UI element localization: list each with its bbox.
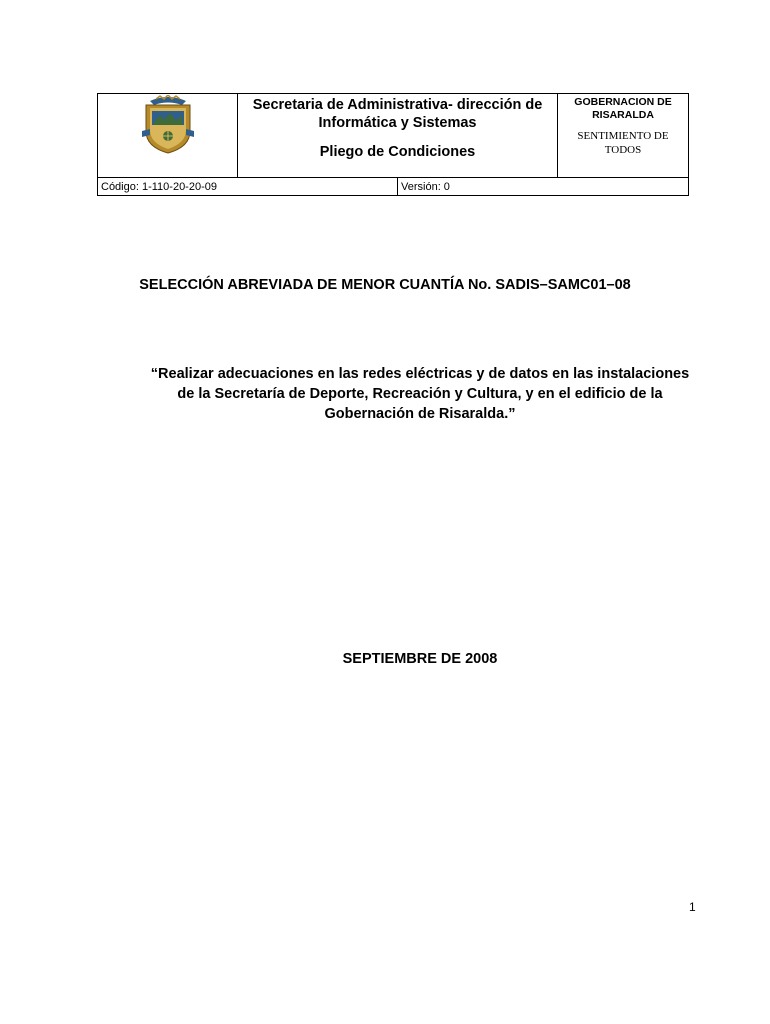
document-date: SEPTIEMBRE DE 2008: [342, 651, 498, 667]
department-title: Secretaria de Administrativa- dirección de Informática y Sistemas: [252, 97, 543, 131]
document-type: Pliego de Condiciones: [319, 144, 476, 160]
government-cell: [558, 94, 689, 178]
logo-cell: [98, 94, 238, 178]
document-header-table: [97, 93, 689, 196]
coat-of-arms-icon: [138, 95, 198, 155]
selection-title: SELECCIÓN ABREVIADA DE MENOR CUANTÍA No. SADIS–SAMC01–08: [139, 277, 631, 293]
government-name: GOBERNACION DE RISARALDA: [574, 96, 672, 121]
page-number: 1: [689, 900, 696, 914]
contract-subject: “Realizar adecuaciones en las redes eléctricas y de datos en las instalaciones de la Secretaría de Deporte, Recreación y Cultura, y en el edificio de la Gobernación de Risaralda.”: [150, 366, 690, 422]
document-version: Versión: 0: [398, 178, 689, 196]
document-code: Código: 1-110-20-20-09: [98, 178, 398, 196]
department-title-cell: [238, 94, 558, 178]
government-motto: SENTIMIENTO DE TODOS: [577, 130, 669, 156]
